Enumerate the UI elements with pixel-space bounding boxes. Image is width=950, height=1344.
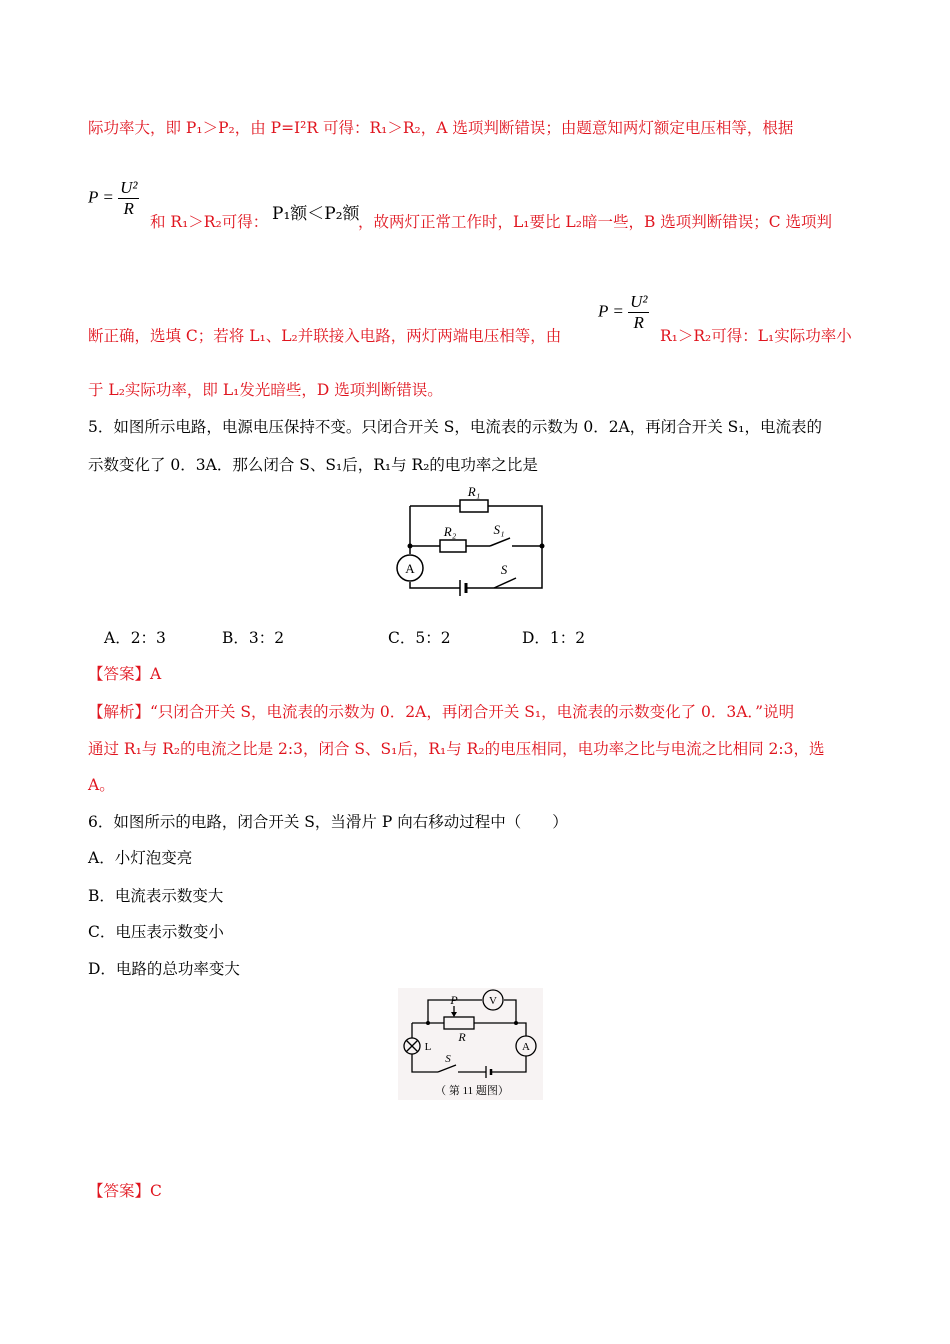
q6-circuit-diagram xyxy=(398,988,543,1100)
q5-circuit-diagram xyxy=(392,484,567,604)
q5-analysis-1: 【解析】“只闭合开关 S，电流表的示数为 0．2A，再闭合开关 S₁，电流表的示数变化了 0．3A．”说明 xyxy=(88,703,795,721)
q6-stem: 6．如图所示的电路，闭合开关 S，当滑片 P 向右移动过程中（ ） xyxy=(88,813,568,831)
solution-line-3a: 断正确，选填 C；若将 L₁、L₂并联接入电路，两灯两端电压相等，由 xyxy=(88,327,562,345)
rheostat-r-label: R xyxy=(458,1030,466,1044)
q6-option-d: D．电路的总功率变大 xyxy=(88,960,240,978)
q5-analysis-2: 通过 R₁与 R₂的电流之比是 2:3，闭合 S、S₁后，R₁与 R₂的电压相同，电功率之比与电流之比相同 2:3，选 xyxy=(88,740,825,758)
q6-option-b: B．电流表示数变大 xyxy=(88,887,224,905)
q5-stem-1: 5．如图所示电路，电源电压保持不变。只闭合开关 S，电流表的示数为 0．2A，再闭合开关 S₁，电流表的 xyxy=(88,418,823,436)
lamp-label: L xyxy=(424,1041,432,1053)
q6-option-c: C．电压表示数变小 xyxy=(88,923,224,941)
q5-option-d: D．1：2 xyxy=(522,629,586,647)
power-formula-2: P = $\frac{\text{U²}}{R}$ xyxy=(598,292,648,332)
q5-option-a: A．2：3 xyxy=(104,629,166,647)
solution-line-1: 际功率大，即 P₁＞P₂，由 P=I²R 可得：R₁＞R₂，A 选项判断错误；由题意知两灯额定电压相等，根据 xyxy=(88,119,794,137)
inequality: P₁额＜P₂额 xyxy=(272,204,360,224)
q6-answer: 【答案】C xyxy=(88,1182,162,1200)
voltmeter-label: V xyxy=(489,995,497,1007)
solution-line-3b: R₁＞R₂可得：L₁实际功率小 xyxy=(660,327,852,345)
slider-p-label: P xyxy=(450,993,458,1007)
ammeter-label: A xyxy=(405,561,415,576)
q5-option-b: B．3：2 xyxy=(222,629,285,647)
q5-stem-2: 示数变化了 0．3A．那么闭合 S、S₁后，R₁与 R₂的电功率之比是 xyxy=(88,456,538,474)
r1-label: R₁ xyxy=(467,484,481,499)
s1-label: S₁ xyxy=(493,522,505,537)
solution-line-2b: ，故两灯正常工作时，L₁要比 L₂暗一些，B 选项判断错误；C 选项判 xyxy=(358,213,833,231)
power-formula-1: P = $\frac{\text{U²}}{R}$ xyxy=(88,178,138,218)
solution-line-2a: 和 R₁＞R₂可得： xyxy=(150,213,269,231)
q6-option-a: A．小灯泡变亮 xyxy=(88,849,193,867)
switch-label: S xyxy=(445,1053,451,1065)
solution-line-4: 于 L₂实际功率，即 L₁发光暗些，D 选项判断错误。 xyxy=(88,381,443,399)
q5-option-c: C．5：2 xyxy=(388,629,451,647)
figure-caption: （ 第 11 题图） xyxy=(435,1085,509,1097)
ammeter-label: A xyxy=(522,1041,530,1053)
s-label: S xyxy=(500,562,508,577)
q5-analysis-3: A。 xyxy=(88,776,115,794)
r2-label: R₂ xyxy=(443,524,457,539)
q5-answer: 【答案】A xyxy=(88,665,162,683)
